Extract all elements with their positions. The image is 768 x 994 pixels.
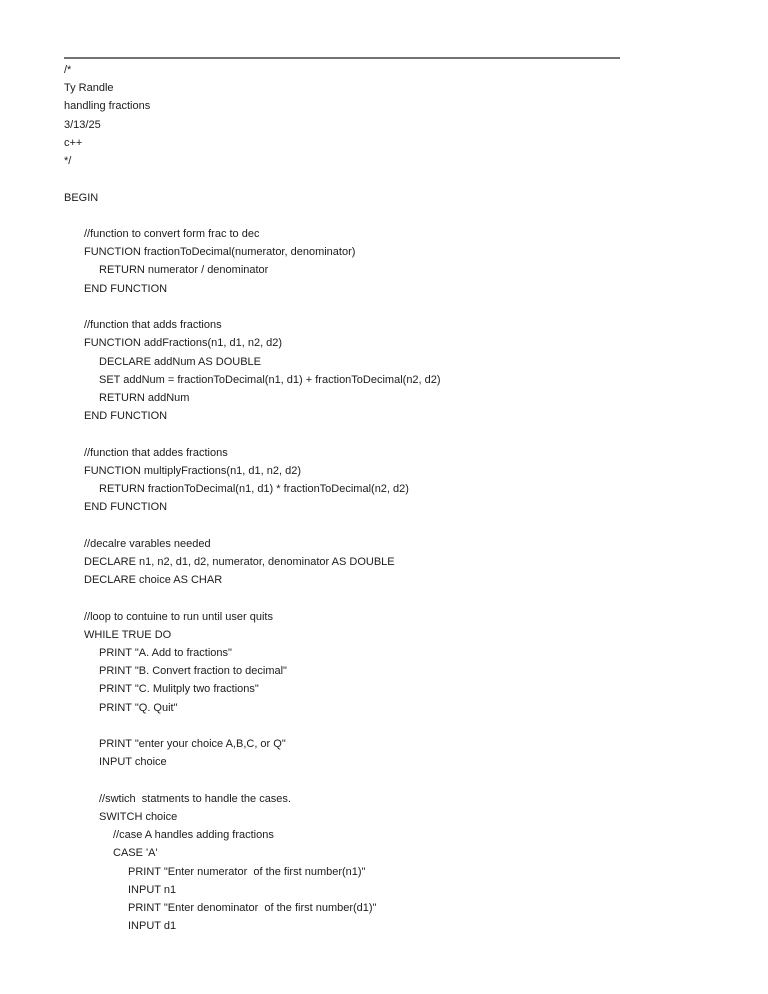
code-line: Ty Randle (64, 82, 114, 95)
code-line: INPUT n1 (128, 883, 177, 896)
blank-line (64, 170, 748, 188)
code-line: FUNCTION addFractions(n1, d1, n2, d2) (84, 337, 283, 350)
code-line: //swtich statments to handle the cases. (99, 792, 291, 805)
code-line: SET addNum = fractionToDecimal(n1, d1) + fractionToDecimal(n2, d2) (99, 373, 441, 386)
blank-line (64, 298, 748, 316)
code-line: */ (64, 155, 72, 168)
code-line: //loop to contuine to run until user quits (84, 610, 273, 623)
code-line: DECLARE addNum AS DOUBLE (99, 355, 262, 368)
code-document (64, 61, 748, 936)
code-line: PRINT "C. Mulitply two fractions" (99, 683, 259, 696)
code-line: DECLARE n1, n2, d1, d2, numerator, denominator AS DOUBLE (84, 555, 395, 568)
code-line: /* (64, 64, 72, 76)
blank-line (64, 516, 748, 534)
code-line: DECLARE choice AS CHAR (84, 574, 223, 587)
code-line: PRINT "enter your choice A,B,C, or Q" (99, 738, 286, 751)
code-line: INPUT d1 (128, 920, 177, 933)
code-line: //function to convert form frac to dec (84, 227, 260, 240)
code-line: //function that addes fractions (84, 446, 228, 459)
blank-line (64, 772, 748, 790)
code-line: PRINT "Enter numerator of the first number(n1)" (128, 865, 366, 878)
code-line: PRINT "Enter denominator of the first number(d1)" (128, 902, 377, 915)
blank-line (64, 425, 748, 443)
code-line: WHILE TRUE DO (84, 628, 172, 641)
blank-line (64, 717, 748, 735)
code-line: handling fractions (64, 100, 151, 113)
code-line: RETURN addNum (99, 391, 190, 404)
horizontal-rule (64, 57, 620, 59)
code-line: END FUNCTION (84, 410, 168, 423)
code-line: //decalre varables needed (84, 537, 211, 550)
code-line: c++ (64, 136, 83, 149)
code-line: //function that adds fractions (84, 319, 222, 332)
code-line: RETURN numerator / denominator (99, 264, 269, 277)
code-line: FUNCTION multiplyFractions(n1, d1, n2, d2) (84, 464, 302, 477)
code-line: CASE 'A' (113, 847, 158, 860)
code-line: INPUT choice (99, 756, 167, 769)
code-line: //case A handles adding fractions (113, 829, 274, 842)
code-line: END FUNCTION (84, 282, 168, 295)
code-line: PRINT "A. Add to fractions" (99, 647, 232, 659)
code-line: PRINT "Q. Quit" (99, 701, 178, 714)
code-line: BEGIN (64, 191, 99, 204)
code-line: RETURN fractionToDecimal(n1, d1) * fractionToDecimal(n2, d2) (99, 483, 409, 496)
code-line: END FUNCTION (84, 501, 168, 514)
blank-line (64, 589, 748, 607)
code-line: FUNCTION fractionToDecimal(numerator, denominator) (84, 246, 356, 259)
code-line: PRINT "B. Convert fraction to decimal" (99, 665, 287, 678)
code-line: SWITCH choice (99, 810, 178, 823)
code-line: 3/13/25 (64, 118, 101, 131)
blank-line (64, 207, 748, 225)
